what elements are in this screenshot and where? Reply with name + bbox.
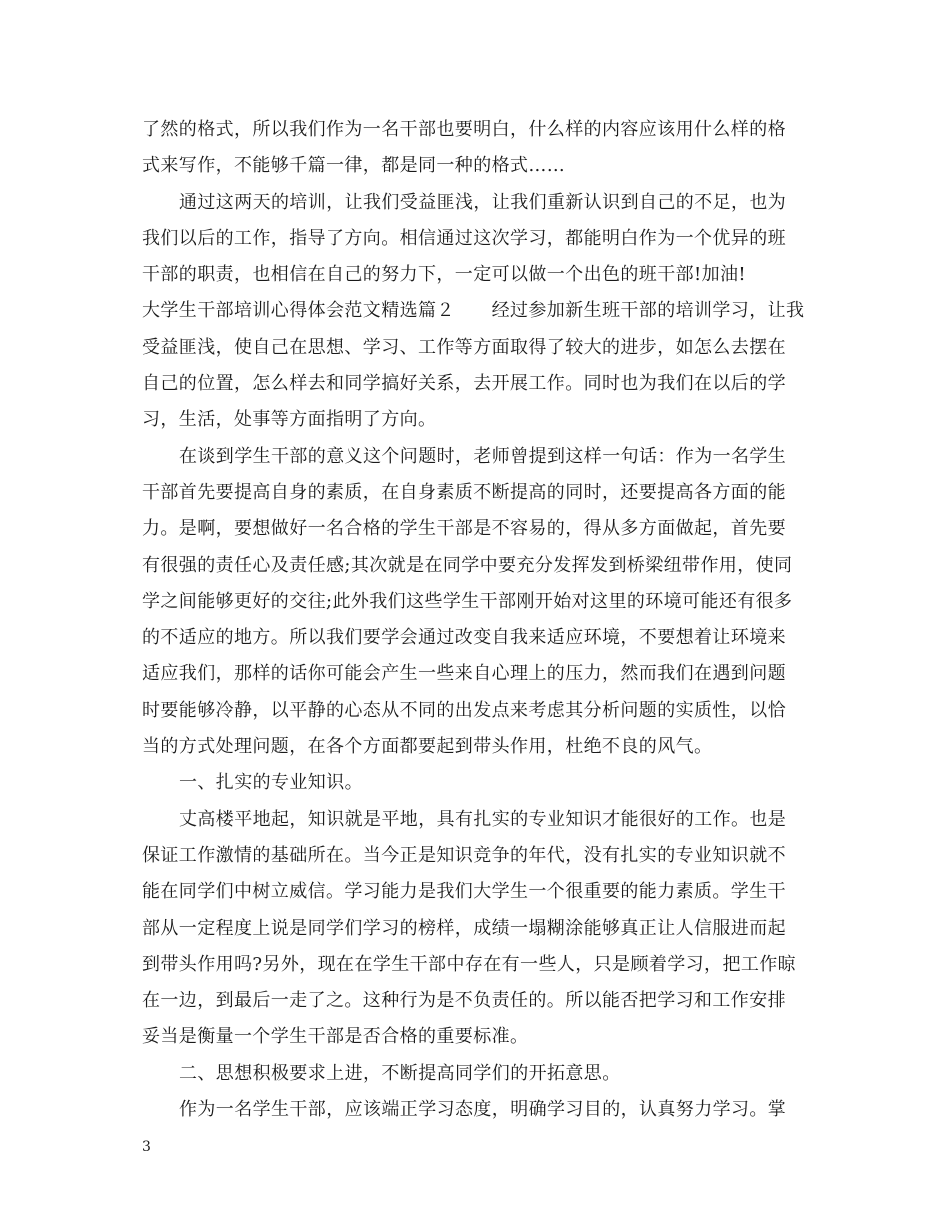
text-line: 式来写作，不能够千篇一律，都是同一种的格式…… xyxy=(142,155,566,177)
text-line: 干部首先要提高自身的素质，在自身素质不断提高的同时，还要提高各方面的能 xyxy=(142,481,786,503)
text-line: 受益匪浅，使自己在思想、学习、工作等方面取得了较大的进步，如怎么去摆在 xyxy=(142,336,786,358)
text-line: 时要能够冷静，以平静的心态从不同的出发点来考虑其分析问题的实质性，以恰 xyxy=(142,699,786,721)
page-number: 3 xyxy=(142,1139,151,1155)
text-line: 通过这两天的培训，让我们受益匪浅，让我们重新认识到自己的不足，也为 xyxy=(179,191,787,213)
text-line: 到带头作用吗?另外，现在在学生干部中存在有一些人，只是顾着学习，把工作晾 xyxy=(142,953,797,975)
text-line: 学之间能够更好的交往;此外我们这些学生干部刚开始对这里的环境可能还有很多 xyxy=(142,590,793,612)
text-line: 部从一定程度上说是同学们学习的榜样，成绩一塌糊涂能够真正让人信服进而起 xyxy=(142,917,786,939)
text-line: 干部的职责，也相信在自己的努力下，一定可以做一个出色的班干部!加油! xyxy=(142,264,747,286)
text-line: 在谈到学生干部的意义这个问题时，老师曾提到这样一句话：作为一名学生 xyxy=(179,445,787,467)
text-line: 丈高楼平地起，知识就是平地，具有扎实的专业知识才能很好的工作。也是 xyxy=(179,808,787,830)
text-line: 了然的格式，所以我们作为一名干部也要明白，什么样的内容应该用什么样的格 xyxy=(142,119,786,140)
text-line: 当的方式处理问题，在各个方面都要起到带头作用，杜绝不良的风气。 xyxy=(142,736,713,758)
text-line: 能在同学们中树立威信。学习能力是我们大学生一个很重要的能力素质。学生干 xyxy=(142,881,786,903)
text-line: 在一边，到最后一走了之。这种行为是不负责任的。所以能否把学习和工作安排 xyxy=(142,990,786,1012)
text-line: 大学生干部培训心得体会范文精选篇２ 经过参加新生班干部的培训学习，让我 xyxy=(142,300,805,322)
text-line: 力。是啊，要想做好一名合格的学生干部是不容易的，得从多方面做起，首先要 xyxy=(142,518,786,540)
text-line: 保证工作激情的基础所在。当今正是知识竞争的年代，没有扎实的专业知识就不 xyxy=(142,844,786,866)
section-heading: 二、思想积极要求上进，不断提高同学们的开拓意思。 xyxy=(179,1062,621,1084)
text-line: 的不适应的地方。所以我们要学会通过改变自我来适应环境，不要想着让环境来 xyxy=(142,627,786,649)
document-body xyxy=(142,112,810,1128)
text-line: 自己的位置，怎么样去和同学搞好关系，去开展工作。同时也为我们在以后的学 xyxy=(142,373,786,395)
text-line: 我们以后的工作，指导了方向。相信通过这次学习，都能明白作为一个优异的班 xyxy=(142,227,786,249)
text-line: 适应我们，那样的话你可能会产生一些来自心理上的压力，然而我们在遇到问题 xyxy=(142,663,786,685)
text-line: 作为一名学生干部，应该端正学习态度，明确学习目的，认真努力学习。掌 xyxy=(179,1099,787,1121)
text-line: 妥当是衡量一个学生干部是否合格的重要标准。 xyxy=(142,1026,529,1048)
text-line: 有很强的责任心及责任感;其次就是在同学中要充分发挥发到桥梁纽带作用，使同 xyxy=(142,554,793,576)
text-line: 习，生活，处事等方面指明了方向。 xyxy=(142,409,437,431)
section-heading: 一、扎实的专业知识。 xyxy=(179,772,363,794)
